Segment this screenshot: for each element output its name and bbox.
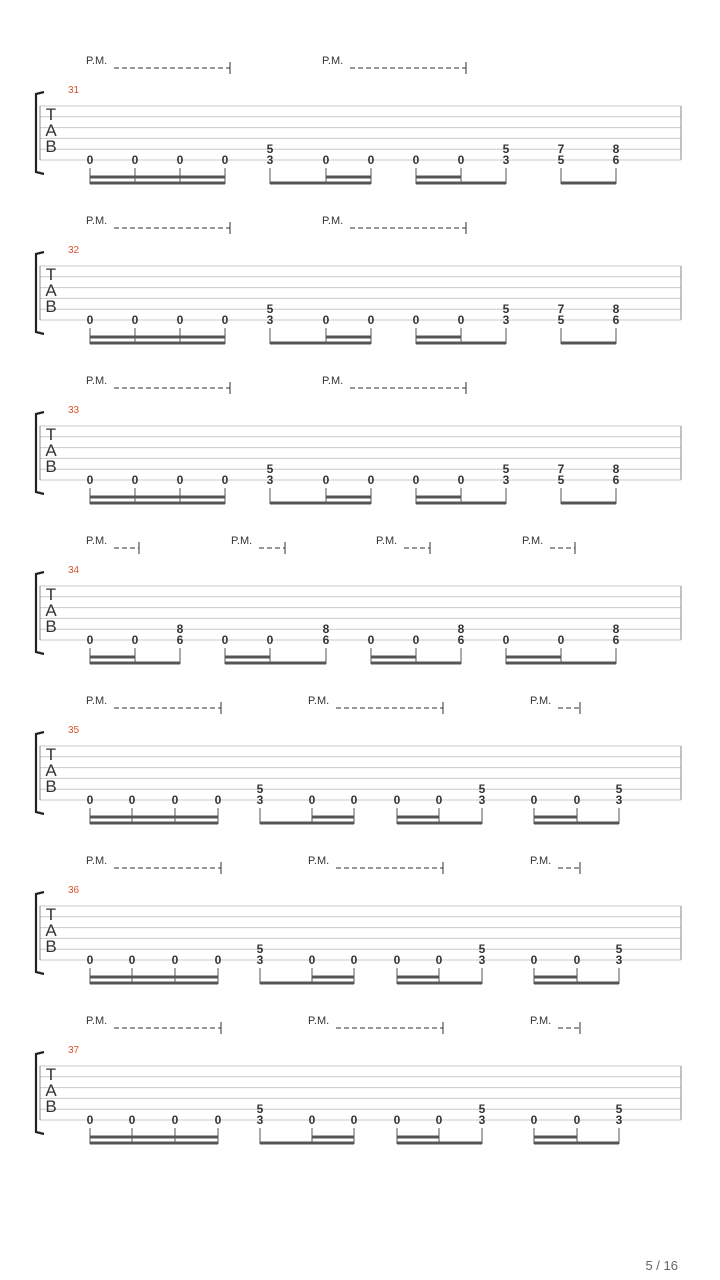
palm-mute-label: P.M. xyxy=(376,535,398,547)
fret-number: 5 xyxy=(478,782,486,796)
fret-number: 0 xyxy=(221,313,229,327)
fret-number: 5 xyxy=(256,782,264,796)
fret-number: 0 xyxy=(176,313,184,327)
fret-number: 3 xyxy=(502,153,510,167)
fret-number: 0 xyxy=(393,793,401,807)
fret-number: 5 xyxy=(615,1102,623,1116)
fret-number: 0 xyxy=(573,953,581,967)
tab-clef-letter: A xyxy=(45,281,57,300)
fret-number: 3 xyxy=(502,313,510,327)
fret-number: 0 xyxy=(131,473,139,487)
fret-number: 5 xyxy=(256,942,264,956)
fret-number: 5 xyxy=(557,153,565,167)
fret-number: 0 xyxy=(322,153,330,167)
fret-number: 0 xyxy=(131,153,139,167)
fret-number: 0 xyxy=(266,633,274,647)
tab-clef-letter: A xyxy=(45,761,57,780)
fret-number: 5 xyxy=(502,142,510,156)
fret-number: 0 xyxy=(128,1113,136,1127)
fret-number: 3 xyxy=(266,473,274,487)
fret-number: 0 xyxy=(214,793,222,807)
fret-number: 8 xyxy=(612,302,620,316)
palm-mute-label: P.M. xyxy=(530,1015,552,1027)
fret-number: 3 xyxy=(266,153,274,167)
fret-number: 0 xyxy=(221,153,229,167)
tab-clef-letter: T xyxy=(45,425,57,444)
fret-number: 0 xyxy=(530,1113,538,1127)
tab-clef-letter: T xyxy=(45,105,57,124)
fret-number: 6 xyxy=(612,473,620,487)
fret-number: 3 xyxy=(478,793,486,807)
fret-number: 0 xyxy=(457,473,465,487)
tab-clef-letter: B xyxy=(45,937,57,956)
fret-number: 0 xyxy=(457,153,465,167)
fret-number: 0 xyxy=(214,1113,222,1127)
fret-number: 8 xyxy=(612,462,620,476)
fret-number: 3 xyxy=(256,953,264,967)
fret-number: 0 xyxy=(412,153,420,167)
tab-clef-letter: T xyxy=(45,265,57,284)
fret-number: 0 xyxy=(86,953,94,967)
fret-number: 0 xyxy=(435,1113,443,1127)
tab-clef-letter: B xyxy=(45,617,57,636)
fret-number: 0 xyxy=(214,953,222,967)
fret-number: 0 xyxy=(86,793,94,807)
fret-number: 5 xyxy=(266,302,274,316)
measure-number: 37 xyxy=(68,1045,80,1056)
fret-number: 0 xyxy=(367,153,375,167)
fret-number: 0 xyxy=(412,313,420,327)
fret-number: 3 xyxy=(256,793,264,807)
fret-number: 0 xyxy=(171,793,179,807)
tab-clef-letter: B xyxy=(45,457,57,476)
tab-system xyxy=(36,55,681,184)
fret-number: 6 xyxy=(612,313,620,327)
measure-number: 31 xyxy=(68,85,80,96)
fret-number: 3 xyxy=(615,793,623,807)
tab-clef-letter: T xyxy=(45,1065,57,1084)
fret-number: 5 xyxy=(615,782,623,796)
tab-clef-letter: T xyxy=(45,745,57,764)
fret-number: 0 xyxy=(350,953,358,967)
fret-number: 5 xyxy=(502,462,510,476)
fret-number: 0 xyxy=(86,1113,94,1127)
tab-clef-letter: B xyxy=(45,777,57,796)
fret-number: 5 xyxy=(266,142,274,156)
measure-number: 33 xyxy=(68,405,80,416)
palm-mute-label: P.M. xyxy=(86,215,108,227)
fret-number: 0 xyxy=(393,1113,401,1127)
fret-number: 5 xyxy=(256,1102,264,1116)
palm-mute-label: P.M. xyxy=(308,1015,330,1027)
fret-number: 0 xyxy=(530,793,538,807)
tab-clef-letter: B xyxy=(45,1097,57,1116)
palm-mute-label: P.M. xyxy=(86,695,108,707)
fret-number: 0 xyxy=(176,153,184,167)
fret-number: 7 xyxy=(557,302,565,316)
fret-number: 0 xyxy=(435,793,443,807)
tab-system xyxy=(36,375,681,504)
fret-number: 0 xyxy=(221,473,229,487)
fret-number: 5 xyxy=(557,473,565,487)
fret-number: 5 xyxy=(478,942,486,956)
fret-number: 0 xyxy=(128,953,136,967)
palm-mute-label: P.M. xyxy=(86,855,108,867)
fret-number: 6 xyxy=(612,153,620,167)
fret-number: 0 xyxy=(350,1113,358,1127)
palm-mute-label: P.M. xyxy=(530,695,552,707)
fret-number: 8 xyxy=(612,142,620,156)
tab-clef-letter: T xyxy=(45,905,57,924)
tab-system xyxy=(36,215,681,344)
fret-number: 0 xyxy=(367,633,375,647)
fret-number: 8 xyxy=(176,622,184,636)
fret-number: 0 xyxy=(350,793,358,807)
fret-number: 0 xyxy=(557,633,565,647)
tab-system xyxy=(36,535,681,664)
palm-mute-label: P.M. xyxy=(86,1015,108,1027)
fret-number: 8 xyxy=(457,622,465,636)
tab-system xyxy=(36,1015,681,1144)
fret-number: 0 xyxy=(86,153,94,167)
tab-clef-letter: B xyxy=(45,297,57,316)
fret-number: 5 xyxy=(478,1102,486,1116)
palm-mute-label: P.M. xyxy=(308,695,330,707)
fret-number: 3 xyxy=(478,1113,486,1127)
tab-system xyxy=(36,695,681,824)
measure-number: 34 xyxy=(68,565,80,576)
fret-number: 0 xyxy=(412,633,420,647)
palm-mute-label: P.M. xyxy=(308,855,330,867)
palm-mute-label: P.M. xyxy=(86,55,108,67)
palm-mute-label: P.M. xyxy=(322,215,344,227)
tab-system xyxy=(36,855,681,984)
palm-mute-label: P.M. xyxy=(86,535,108,547)
fret-number: 3 xyxy=(256,1113,264,1127)
fret-number: 3 xyxy=(615,1113,623,1127)
fret-number: 0 xyxy=(530,953,538,967)
fret-number: 6 xyxy=(612,633,620,647)
fret-number: 0 xyxy=(171,1113,179,1127)
fret-number: 0 xyxy=(435,953,443,967)
fret-number: 0 xyxy=(308,953,316,967)
fret-number: 0 xyxy=(457,313,465,327)
fret-number: 0 xyxy=(176,473,184,487)
palm-mute-label: P.M. xyxy=(231,535,253,547)
fret-number: 8 xyxy=(322,622,330,636)
fret-number: 8 xyxy=(612,622,620,636)
fret-number: 3 xyxy=(266,313,274,327)
measure-number: 35 xyxy=(68,725,80,736)
palm-mute-label: P.M. xyxy=(86,375,108,387)
tab-clef-letter: A xyxy=(45,121,57,140)
fret-number: 0 xyxy=(367,473,375,487)
fret-number: 0 xyxy=(86,633,94,647)
fret-number: 0 xyxy=(502,633,510,647)
palm-mute-label: P.M. xyxy=(530,855,552,867)
palm-mute-label: P.M. xyxy=(322,55,344,67)
fret-number: 0 xyxy=(367,313,375,327)
fret-number: 0 xyxy=(573,1113,581,1127)
fret-number: 5 xyxy=(502,302,510,316)
fret-number: 7 xyxy=(557,142,565,156)
fret-number: 3 xyxy=(478,953,486,967)
fret-number: 0 xyxy=(86,473,94,487)
fret-number: 3 xyxy=(615,953,623,967)
fret-number: 3 xyxy=(502,473,510,487)
fret-number: 6 xyxy=(176,633,184,647)
tab-clef-letter: T xyxy=(45,585,57,604)
fret-number: 6 xyxy=(457,633,465,647)
tab-clef-letter: A xyxy=(45,921,57,940)
fret-number: 0 xyxy=(308,793,316,807)
tab-clef-letter: B xyxy=(45,137,57,156)
page-indicator: 5 / 16 xyxy=(645,1258,678,1273)
palm-mute-label: P.M. xyxy=(522,535,544,547)
fret-number: 0 xyxy=(221,633,229,647)
fret-number: 0 xyxy=(86,313,94,327)
fret-number: 6 xyxy=(322,633,330,647)
fret-number: 0 xyxy=(171,953,179,967)
fret-number: 5 xyxy=(266,462,274,476)
tab-clef-letter: A xyxy=(45,441,57,460)
fret-number: 5 xyxy=(615,942,623,956)
fret-number: 0 xyxy=(131,633,139,647)
tab-clef-letter: A xyxy=(45,601,57,620)
fret-number: 0 xyxy=(412,473,420,487)
tab-clef-letter: A xyxy=(45,1081,57,1100)
palm-mute-label: P.M. xyxy=(322,375,344,387)
fret-number: 0 xyxy=(131,313,139,327)
fret-number: 0 xyxy=(393,953,401,967)
fret-number: 7 xyxy=(557,462,565,476)
fret-number: 0 xyxy=(322,313,330,327)
measure-number: 32 xyxy=(68,245,80,256)
fret-number: 0 xyxy=(128,793,136,807)
fret-number: 0 xyxy=(573,793,581,807)
measure-number: 36 xyxy=(68,885,80,896)
fret-number: 0 xyxy=(308,1113,316,1127)
fret-number: 5 xyxy=(557,313,565,327)
fret-number: 0 xyxy=(322,473,330,487)
